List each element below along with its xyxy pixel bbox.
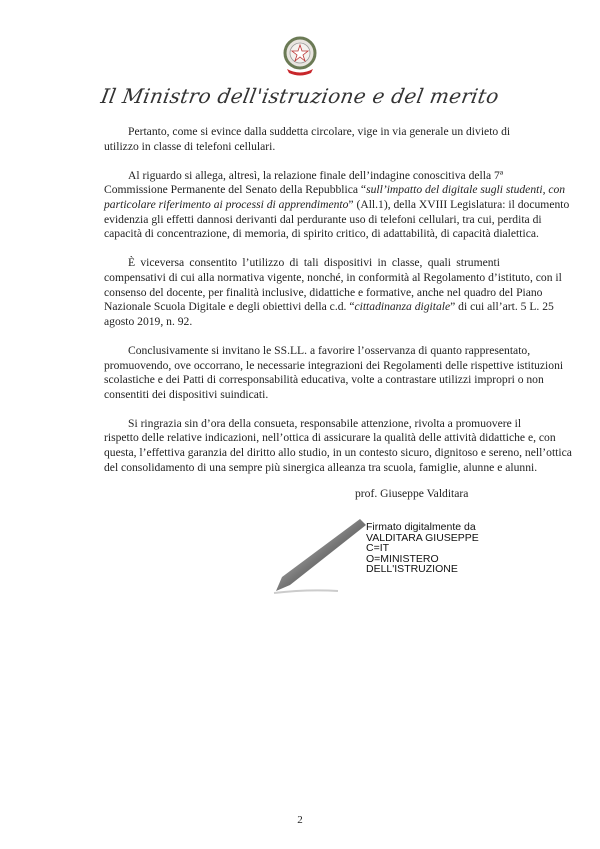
digital-signature-line: DELL'ISTRUZIONE — [366, 563, 458, 575]
text-line: scolastiche e dei Patti di corresponsabilità educativa, volte a contrastare utilizzi impropri o non — [104, 373, 544, 387]
digital-signature-line: O=MINISTERO — [366, 552, 439, 565]
paragraph — [104, 168, 570, 242]
text-line: utilizzo in classe di telefoni cellulari. — [104, 139, 276, 153]
pen-signature-icon — [268, 515, 368, 595]
text-line: capacità di concentrazione, di memoria, di spirito critico, di adattabilità, di capacità dialettica. — [104, 227, 539, 241]
text-line: particolare riferimento ai processi di apprendimento” (All.1), della XVIII Legislatura: il documento — [104, 197, 570, 211]
text-line: consentiti dei dispositivi suindicati. — [104, 387, 269, 401]
text-line: questa, l’effettiva garanzia del diritto allo studio, in un contesto sicuro, dignitoso e sereno, nell’ottica — [104, 446, 572, 460]
text-line: Commissione Permanente del Senato della Repubblica “sull’impatto del digitale sugli studenti, con — [104, 183, 566, 197]
paragraph — [104, 125, 511, 154]
text-line: Pertanto, come si evince dalla suddetta circolare, vige in via generale un divieto di — [128, 125, 511, 138]
text-line: Conclusivamente si invitano le SS.LL. a favorire l’osservanza di quanto rappresentato, — [128, 343, 531, 357]
digital-signature-line: C=IT — [366, 542, 390, 554]
digital-signature-line: Firmato digitalmente da — [366, 521, 476, 533]
text-line: rispetto delle relative indicazioni, nell’ottica di assicurare la qualità delle attività didattiche e, con — [104, 431, 556, 445]
text-line: evidenzia gli effetti dannosi derivanti dal perdurante uso di telefoni cellulari, tra cui, perdita di — [104, 212, 542, 226]
paragraph — [104, 343, 564, 402]
digital-signature-line: VALDITARA GIUSEPPE — [366, 531, 479, 544]
text-line: agosto 2019, n. 92. — [104, 314, 193, 328]
text-line: Nazionale Scuola Digitale e degli obiettivi della c.d. “cittadinanza digitale” di cui all’art. 5 L. 25 — [104, 300, 554, 314]
italian-republic-emblem-icon — [281, 36, 319, 78]
text-line: È viceversa consentito l’utilizzo di tali dispositivi in classe, quali strumenti — [128, 256, 500, 270]
digital-signature-block — [366, 522, 479, 575]
text-line: Si ringrazia sin d’ora della consueta, responsabile attenzione, rivolta a promuovere il — [128, 416, 522, 430]
paragraph — [104, 416, 572, 475]
text-line: del consolidamento di una sempre più sinergica alleanza tra scuola, famiglie, alunne e alunni. — [104, 460, 538, 474]
text-line: compensativi di cui alla normativa vigente, nonché, in conformità al Regolamento d’istituto, con il — [104, 270, 562, 284]
paragraph — [104, 256, 562, 329]
page-number: 2 — [297, 814, 303, 826]
signer-name: prof. Giuseppe Valditara — [355, 487, 469, 500]
ministry-header-title: Il Ministro dell'istruzione e del merito — [99, 84, 501, 108]
text-line: promuovendo, ove occorrano, le necessarie integrazioni dei Regolamenti delle rispettive istituzioni — [104, 358, 564, 372]
letter-body — [104, 125, 572, 490]
text-line: consenso del docente, per finalità inclusive, didattiche e formative, anche nel quadro del Piano — [104, 285, 543, 299]
text-line: Al riguardo si allega, altresì, la relazione finale dell’indagine conoscitiva della 7ª — [128, 168, 504, 182]
